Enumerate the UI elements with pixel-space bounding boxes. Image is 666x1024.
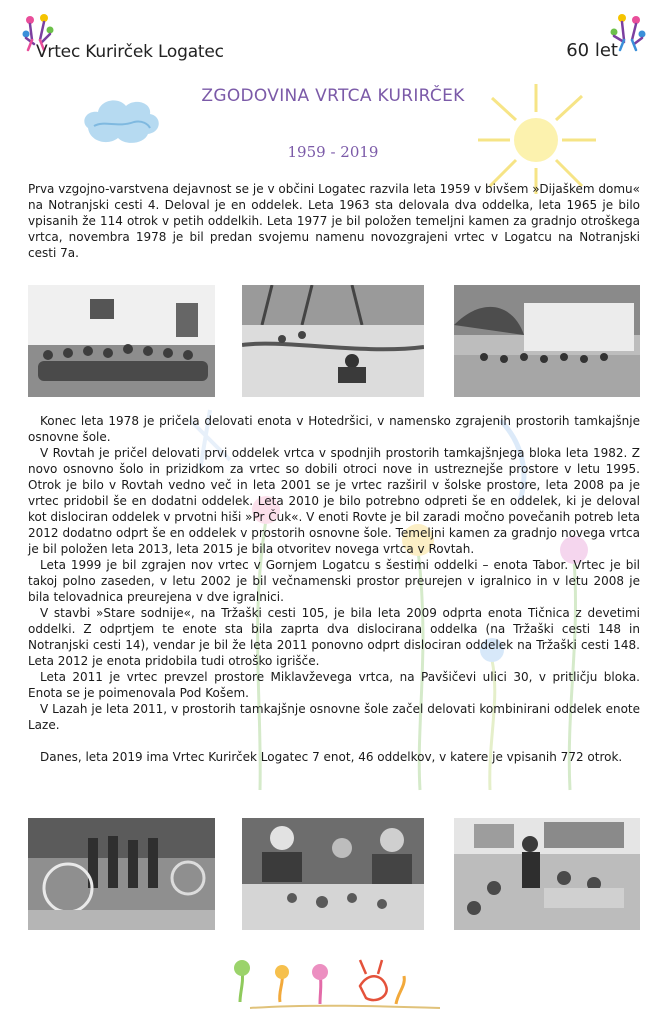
page-title: ZGODOVINA VRTCA KURIRČEK — [201, 86, 465, 106]
intro-paragraph: Prva vzgojno-varstvena dejavnost se je v občini Logatec razvila leta 1959 v bivšem »Dijaškem domu« na Notranjski cesti 4. Deloval je en oddelek. Leta 1963 sta delovala dva oddelka, leta 1965 je bilo vpisanih že 114 otrok v petih oddelkih. Leta 1977 je bil položen temeljni kamen za gradnjo otroškega vrtca, novembra 1978 je bil predan svojemu namenu novozgrajeni vrtec v Logatcu na Notranjski cesti 7a. — [28, 182, 640, 260]
photo-children-outdoors — [28, 285, 215, 397]
history-paragraph: V Rovtah je pričel delovati prvi oddelek vrtca v spodnjih prostorih tamkajšnjega bloka leta 1982. Z novo osnovno šolo in prizidkom za vrtec so dobili otroci nove in ustreznejše prostore v letu 1995. Otrok je bilo v Rovtah vedno več in leta 2001 se je vrtec razširil v šolske prostore, leta 2008 pa je vrtec pridobil še en dodatni oddelek. Leta 2010 je bilo potrebno odpreti še en oddelek, ki je deloval kot dislociran oddelek v prvotni hiši »Pr Čuk«. V enoti Rovte je bil zaradi močno povečanih potreb leta 2012 dodatno odprt še en oddelek v prostorih osnovne šole. Temeljni kamen za gradnjo novega vrtca je bil položen leta 2013, leta 2015 je bila otvoritev novega vrtca v Rovtah. — [28, 446, 640, 556]
history-paragraph: V stavbi »Stare sodnije«, na Tržaški cesti 105, je bila leta 2009 odprta enota Tičnica z devetimi oddelki. Z odprtjem te enote sta bila zaprta dva dislocirana oddelka (na Tržaški cesti 148 in Notranjski cesti 14), vendar je bil že leta 2011 ponovno odprt dislociran oddelek na Tržaški cesti 148. Leta 2012 je enota pridobila tudi otroško igrišče. — [28, 606, 640, 668]
history-paragraph: V Lazah je leta 2011, v prostorih tamkajšnje osnovne šole začel delovati kombinirani oddelek enote Laze. — [28, 702, 640, 732]
photo-garden-playground — [242, 285, 424, 397]
history-paragraph: Leta 2011 je vrtec prevzel prostore Miklavževega vrtca, na Pavšičevi ulici 30, v pritličju bloka. Enota se je poimenovala Pod Košem. — [28, 670, 640, 700]
period-label: 1959 - 2019 — [287, 143, 379, 161]
photo-classroom — [454, 818, 640, 930]
history-paragraph: Konec leta 1978 je pričela delovati enota v Hotedršici, v namensko zgrajenih prostorih tamkajšnje osnovne šole. — [28, 414, 640, 444]
photo-children-circle — [454, 285, 640, 397]
history-text — [28, 413, 640, 765]
closing-paragraph: Danes, leta 2019 ima Vrtec Kurirček Logatec 7 enot, 46 oddelkov, v katere je vpisanih 772 otrok. — [40, 750, 623, 764]
photo-hoop-play — [28, 818, 215, 930]
anniversary-label: 60 let — [566, 40, 618, 61]
photo-table-activity — [242, 818, 424, 930]
flowers-drawing-icon — [210, 952, 460, 1012]
brand-name: Vrtec Kurirček Logatec — [36, 42, 224, 62]
history-paragraph: Leta 1999 je bil zgrajen nov vrtec v Gornjem Logatcu s šestimi oddelki – enota Tabor. Vrtec je bil takoj polno zaseden, v letu 2002 je bil večnamenski prostor preurejen v igralnico in v letu 2008 je bila telovadnica preurejena v dve igralnici. — [28, 558, 640, 604]
